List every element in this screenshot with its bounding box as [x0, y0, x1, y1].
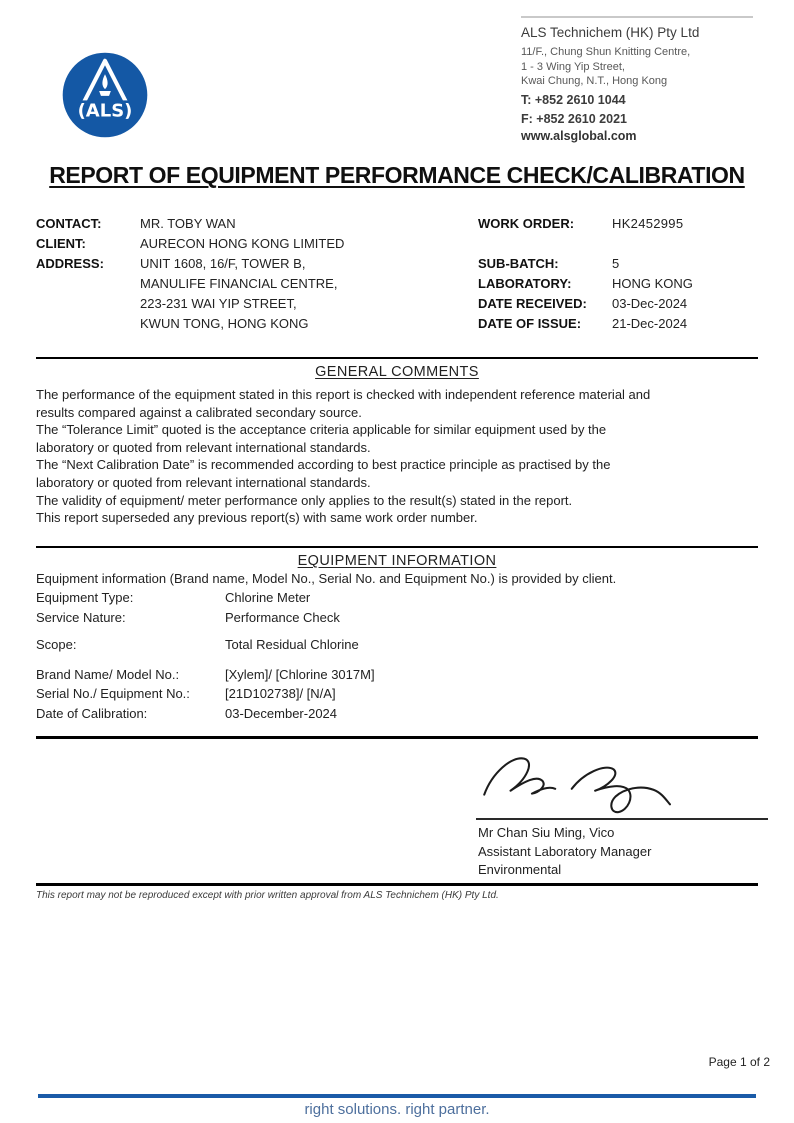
signatory-name: Mr Chan Siu Ming, Vico	[478, 825, 615, 840]
signatory-department: Environmental	[478, 862, 562, 877]
comment-line: The “Tolerance Limit” quoted is the acceptance criteria applicable for similar equipment used by the	[36, 422, 607, 438]
address-row	[36, 276, 344, 296]
company-address-line: 1 - 3 Wing Yip Street,	[521, 60, 625, 73]
date-received-row	[478, 296, 693, 316]
comment-line: results compared against a calibrated secondary source.	[36, 404, 362, 420]
row-label: Serial No./ Equipment No.:	[36, 686, 190, 701]
date-of-issue-value: 21-Dec-2024	[612, 316, 688, 331]
page-number: Page 1 of 2	[708, 1055, 770, 1069]
client-row	[36, 236, 344, 256]
section-divider	[36, 736, 758, 739]
address-line: KWUN TONG, HONG KONG	[140, 316, 309, 331]
row-value: 03-December-2024	[225, 705, 338, 721]
laboratory-row	[478, 276, 693, 296]
sub-batch-value: 5	[612, 256, 620, 271]
als-logo-icon	[60, 50, 150, 140]
logo-text: (ALS)	[77, 100, 133, 122]
comment-line: The validity of equipment/ meter performance only applies to the result(s) stated in the report.	[36, 492, 573, 508]
row-label: Date of Calibration:	[36, 705, 148, 721]
row-value: Performance Check	[225, 609, 340, 625]
date-received-value: 03-Dec-2024	[612, 296, 688, 311]
laboratory-value: HONG KONG	[612, 276, 693, 291]
general-comments-heading: GENERAL COMMENTS	[315, 364, 479, 380]
address-row	[36, 256, 344, 276]
footer-tagline: right solutions. right partner.	[304, 1101, 490, 1118]
date-of-calibration-row	[36, 706, 375, 726]
row-label: Scope:	[36, 637, 77, 652]
equipment-type-row	[36, 590, 375, 610]
brand-model-row	[36, 667, 375, 687]
row-label: Equipment Type:	[36, 590, 134, 605]
address-line: MANULIFE FINANCIAL CENTRE,	[140, 276, 338, 291]
work-order-row	[478, 216, 693, 236]
client-info-block	[36, 216, 344, 336]
company-header	[521, 16, 766, 143]
company-website: www.alsglobal.com	[521, 128, 637, 143]
company-address-line: 11/F., Chung Shun Knitting Centre,	[521, 46, 691, 58]
client-value: AURECON HONG KONG LIMITED	[140, 236, 345, 251]
date-received-label: DATE RECEIVED:	[478, 296, 587, 311]
date-of-issue-label: DATE OF ISSUE:	[478, 316, 582, 331]
header-divider	[521, 16, 753, 18]
laboratory-label: LABORATORY:	[478, 276, 572, 291]
section-divider	[36, 357, 758, 359]
service-nature-row	[36, 610, 375, 630]
comment-line: laboratory or quoted from relevant international standards.	[36, 439, 371, 455]
address-label: ADDRESS:	[36, 256, 104, 271]
order-info-block	[478, 216, 693, 336]
sub-batch-label: SUB-BATCH:	[478, 256, 559, 271]
row-label: Brand Name/ Model No.:	[36, 666, 180, 682]
company-address-line: Kwai Chung, N.T., Hong Kong	[521, 75, 668, 87]
contact-label: CONTACT:	[36, 216, 102, 231]
footer-divider	[38, 1094, 756, 1098]
row-value: Total Residual Chlorine	[225, 637, 359, 652]
comment-line: This report superseded any previous report(s) with same work order number.	[36, 510, 478, 526]
row-label: Service Nature:	[36, 609, 126, 625]
address-line: 223-231 WAI YIP STREET,	[140, 296, 297, 311]
disclaimer-text: This report may not be reproduced except with prior written approval from ALS Technichem (HK) Pty Ltd.	[36, 890, 499, 901]
company-phone: T: +852 2610 1044	[521, 92, 626, 107]
contact-row	[36, 216, 344, 236]
comment-line: laboratory or quoted from relevant international standards.	[36, 474, 371, 490]
date-of-issue-row	[478, 316, 693, 336]
signature-image	[478, 746, 683, 816]
equipment-information-heading: EQUIPMENT INFORMATION	[297, 553, 497, 569]
section-divider	[36, 546, 758, 548]
company-name: ALS Technichem (HK) Pty Ltd	[521, 25, 700, 40]
signatory-block	[478, 824, 651, 880]
row-value: [21D102738]/ [N/A]	[225, 686, 336, 701]
serial-equipment-row	[36, 686, 375, 706]
company-address	[521, 45, 766, 89]
general-comments-body	[36, 386, 736, 527]
company-fax: F: +852 2610 2021	[521, 111, 627, 126]
comment-line: The performance of the equipment stated in this report is checked with independent reference material and	[36, 387, 651, 402]
signature-line	[476, 818, 768, 820]
sub-batch-row	[478, 256, 693, 276]
contact-value: MR. TOBY WAN	[140, 216, 236, 231]
work-order-label: WORK ORDER:	[478, 216, 575, 231]
row-value: [Xylem]/ [Chlorine 3017M]	[225, 666, 375, 682]
spacer	[478, 236, 693, 256]
report-title: REPORT OF EQUIPMENT PERFORMANCE CHECK/CALIBRATION	[49, 162, 745, 188]
address-row	[36, 316, 344, 336]
signatory-title: Assistant Laboratory Manager	[478, 843, 652, 859]
client-label: CLIENT:	[36, 236, 86, 251]
comment-line: The “Next Calibration Date” is recommended according to best practice principle as practised by the	[36, 457, 611, 473]
work-order-value: HK2452995	[612, 216, 684, 231]
row-value: Chlorine Meter	[225, 590, 311, 605]
section-divider	[36, 883, 758, 886]
address-row	[36, 296, 344, 316]
equipment-info-rows	[36, 590, 375, 725]
address-line: UNIT 1608, 16/F, TOWER B,	[140, 256, 306, 271]
scope-row	[36, 637, 375, 657]
equipment-info-intro: Equipment information (Brand name, Model No., Serial No. and Equipment No.) is provided by client.	[36, 571, 617, 586]
